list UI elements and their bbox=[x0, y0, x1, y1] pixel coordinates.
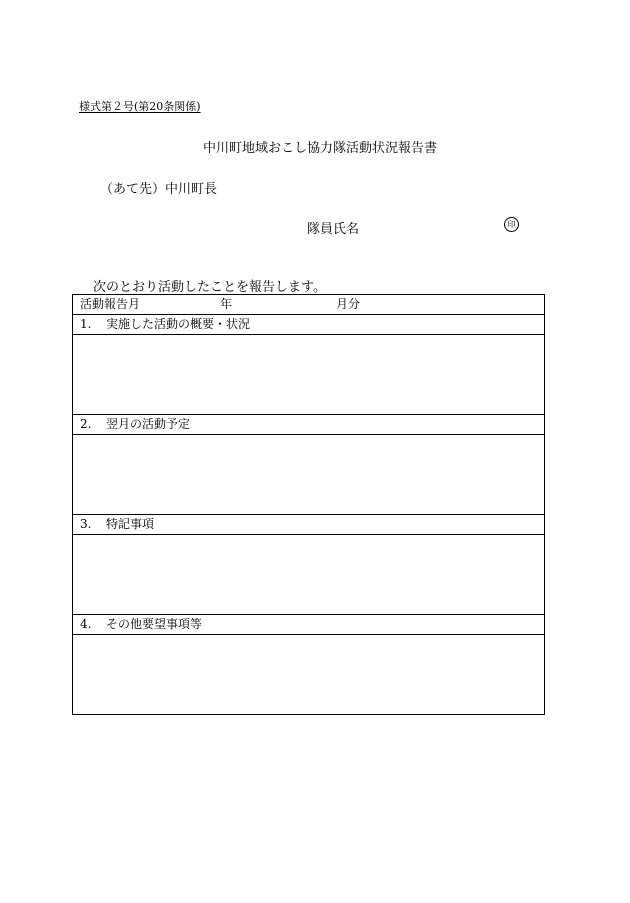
report-month-label: 活動報告月 bbox=[80, 297, 141, 311]
section-label: その他要望事項等 bbox=[106, 617, 203, 631]
report-table bbox=[72, 294, 545, 715]
section-number: 3. bbox=[80, 517, 92, 531]
section-header bbox=[73, 415, 545, 435]
section-number: 2. bbox=[80, 417, 92, 431]
section-header-row bbox=[73, 615, 545, 635]
report-month-row bbox=[73, 295, 545, 315]
section-label: 翌月の活動予定 bbox=[106, 417, 191, 431]
section-header-row bbox=[73, 515, 545, 535]
section-header-row bbox=[73, 315, 545, 335]
section-body-field-next-month-plan[interactable] bbox=[73, 435, 545, 515]
section-body-field-special-notes[interactable] bbox=[73, 535, 545, 615]
section-body-field-other-requests[interactable] bbox=[73, 635, 545, 715]
year-label: 年 bbox=[220, 297, 233, 311]
form-number: 様式第２号(第20条関係) bbox=[79, 100, 201, 113]
member-name-label: 隊員氏名 bbox=[307, 222, 360, 237]
section-header-row bbox=[73, 415, 545, 435]
addressee: （あて先）中川町長 bbox=[100, 182, 218, 197]
section-body-row bbox=[73, 635, 545, 715]
seal-mark: 印 bbox=[504, 217, 519, 232]
section-label: 特記事項 bbox=[106, 517, 155, 531]
section-body-row bbox=[73, 535, 545, 615]
section-header bbox=[73, 515, 545, 535]
month-unit-label: 月分 bbox=[336, 297, 361, 311]
section-number: 4. bbox=[80, 617, 92, 631]
section-body-field-activity-summary[interactable] bbox=[73, 335, 545, 415]
section-label: 実施した活動の概要・状況 bbox=[106, 317, 251, 331]
report-month-cell[interactable] bbox=[73, 295, 545, 315]
intro-text: 次のとおり活動したことを報告します。 bbox=[93, 280, 326, 295]
section-body-row bbox=[73, 435, 545, 515]
section-header bbox=[73, 615, 545, 635]
section-header bbox=[73, 315, 545, 335]
section-body-row bbox=[73, 335, 545, 415]
section-number: 1. bbox=[80, 317, 92, 331]
document-title: 中川町地域おこし協力隊活動状況報告書 bbox=[202, 141, 437, 156]
